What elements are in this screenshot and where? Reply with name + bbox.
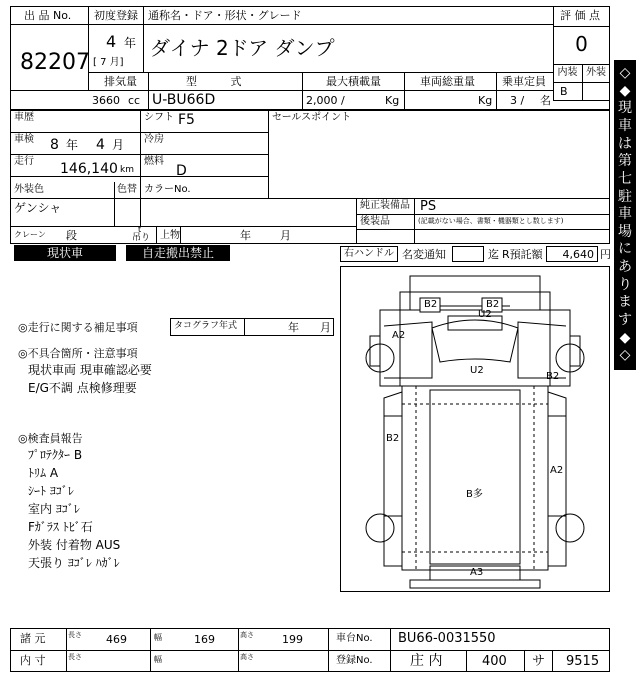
inspector-line: Fｶﾞﾗｽ ﾄﾋﾞ石 [28, 520, 93, 534]
defect-line: 現状車両 現車確認必要 [28, 363, 152, 377]
recycle-label: R預託額 [502, 248, 543, 261]
capacity-label: 乗車定員 [502, 75, 546, 88]
inspection-year: 8 [50, 137, 59, 153]
side-banner-char: あ [618, 259, 632, 276]
capacity-value: 3 / [510, 94, 525, 107]
chassis-value: BU66-0031550 [398, 631, 496, 646]
retrofit-note: (記載がない場合、書類・機器類とし数します) [418, 217, 564, 225]
equipment-value: PS [420, 199, 437, 214]
inspection-year-unit: 年 [66, 138, 79, 152]
maxload-value: 2,000 / [306, 94, 345, 107]
dims-label: 諸 元 [20, 632, 46, 645]
side-banner-char: 第 [618, 153, 632, 170]
shift-label: シフト [144, 112, 174, 123]
recycle-unit: 円 [600, 248, 611, 261]
crane-stage: 段 [66, 229, 77, 242]
current-car-badge: 現状車 [14, 245, 116, 261]
height-value: 199 [282, 633, 303, 646]
inspection-month-unit: 月 [112, 138, 125, 152]
defect-header: ◎不具合箇所・注意事項 [18, 347, 138, 360]
mileage-unit: km [120, 165, 134, 175]
color-value: ゲンシャ [14, 201, 62, 215]
retrofit-label: 後装品 [360, 216, 390, 227]
inspector-line: 室内 ﾖｺﾞﾚ [28, 502, 80, 516]
shift-value: F5 [178, 112, 195, 128]
maxload-label: 最大積載量 [326, 75, 381, 88]
damage-mark: U2 [478, 309, 492, 320]
history-label: 車歴 [14, 112, 34, 123]
side-banner-char: 現 [618, 100, 632, 117]
mileage-value: 146,140 [60, 161, 118, 177]
inspector-header: ◎検査員報告 [18, 432, 83, 445]
tacho-year: 年 [288, 321, 299, 334]
side-banner-char: ◆ [619, 329, 631, 346]
damage-mark: B2 [486, 299, 500, 310]
side-banner [614, 60, 636, 370]
expiry-label: 迄 [488, 248, 499, 261]
crane-lift-bottom: 吊り [132, 233, 151, 243]
equipment-label: 純正装備品 [360, 200, 410, 211]
first-reg-label: 初度登録 [94, 9, 138, 22]
inspector-line: ﾌﾟﾛﾃｸﾀｰ B [28, 448, 83, 462]
width-value: 169 [194, 633, 215, 646]
side-banner-char: に [618, 241, 632, 258]
reg-kana: サ [532, 654, 546, 669]
name-label: 通称名・ドア・形状・グレード [148, 9, 302, 22]
lot-label: 出 品 No. [24, 9, 72, 22]
side-banner-char: 場 [618, 223, 632, 240]
side-banner-char: ◇ [619, 347, 631, 364]
color-code-label: カラーNo. [144, 184, 191, 195]
side-banner-char: 車 [618, 117, 632, 134]
supplement-header: ◎走行に関する補足事項 [18, 321, 138, 334]
damage-mark: A2 [392, 330, 406, 341]
rating-value: 0 [575, 32, 588, 56]
side-banner-char: は [618, 135, 632, 152]
reg-class: 400 [482, 654, 507, 669]
steering-value: 右ハンドル [344, 248, 394, 259]
color-change-label: 色替 [117, 184, 137, 195]
tacho-month: 月 [320, 321, 331, 334]
side-banner-char: ◇ [619, 65, 631, 81]
name-change-box [452, 246, 484, 262]
interior-grade: B [560, 85, 568, 98]
inspector-line: ﾄﾘﾑ A [28, 466, 59, 480]
damage-mark: A3 [470, 567, 484, 578]
defect-line: E/G不調 点検修理要 [28, 381, 137, 395]
side-banner-char: 七 [618, 170, 632, 187]
capacity-unit: 名 [540, 94, 551, 107]
lot-number: 82207 [20, 50, 90, 75]
reg-place: 庄 内 [410, 653, 443, 669]
side-banner-char: り [618, 276, 632, 293]
gross-label: 車両総重量 [420, 75, 475, 88]
rating-label: 評 価 点 [560, 9, 600, 22]
color-label: 外装色 [14, 184, 44, 195]
reg-label: 登録No. [336, 655, 373, 666]
length-value: 469 [106, 633, 127, 646]
ac-label: 冷房 [144, 134, 164, 145]
damage-mark: B2 [546, 371, 560, 382]
first-reg-year-unit: 年 [124, 36, 137, 50]
damage-mark: B2 [386, 433, 400, 444]
displacement-unit: cc [128, 94, 141, 107]
inner-length-label: 長さ [68, 653, 82, 661]
damage-mark: B多 [466, 489, 483, 500]
name-change-label: 名変通知 [402, 248, 446, 261]
inspector-line: ｼｰﾄ ﾖｺﾞﾚ [28, 484, 74, 498]
self-drive-prohibited-badge: 自走搬出禁止 [126, 245, 230, 261]
side-banner-char: ◆ [619, 82, 631, 99]
length-label: 長さ [68, 631, 82, 639]
side-banner-char: 駐 [618, 188, 632, 205]
displacement-label: 排気量 [104, 75, 137, 88]
first-reg-month: [ 7 月] [93, 57, 124, 68]
fuel-label: 燃料 [144, 156, 164, 167]
upper-year: 年 [240, 229, 251, 242]
inner-height-label: 高さ [240, 653, 254, 661]
damage-mark: A2 [550, 465, 564, 476]
crane-lift-top: t [138, 225, 142, 234]
upper-label: 上物 [160, 230, 180, 241]
mileage-label: 走行 [14, 156, 34, 167]
inspection-month: 4 [96, 137, 105, 153]
tacho-label: タコグラフ年式 [174, 321, 238, 331]
inspection-label: 車検 [14, 134, 34, 145]
inspector-line: 外装 付着物 AUS [28, 538, 121, 552]
gross-unit: Kg [478, 94, 493, 107]
maxload-unit: Kg [385, 94, 400, 107]
car-name: ダイナ 2ドア ダンプ [150, 36, 335, 60]
side-banner-char: 車 [618, 206, 632, 223]
chassis-label: 車台No. [336, 633, 373, 644]
inner-dims-label: 内 寸 [20, 654, 46, 667]
model-label: 型 式 [186, 75, 242, 88]
truck-diagram [340, 266, 610, 592]
exterior-grade-label: 外装 [586, 67, 606, 78]
crane-label: クレーン [14, 230, 46, 239]
reg-number: 9515 [566, 654, 600, 669]
upper-month: 月 [280, 229, 291, 242]
recycle-value: 4,640 [562, 248, 594, 261]
inner-width-label: 幅 [154, 655, 162, 664]
fuel-value: D [176, 163, 187, 179]
displacement-value: 3660 [92, 94, 120, 107]
first-reg-year: 4 [106, 32, 117, 51]
width-label: 幅 [154, 633, 162, 642]
sales-point-label: セールスポイント [272, 112, 352, 123]
inspector-line: 天張り ﾖｺﾞﾚ ﾊｶﾞﾚ [28, 556, 120, 570]
side-banner-char: ま [618, 294, 632, 311]
interior-grade-label: 内装 [557, 67, 578, 78]
side-banner-char: す [618, 312, 632, 329]
damage-mark: B2 [424, 299, 438, 310]
model-value: U-BU66D [152, 92, 216, 108]
damage-mark: U2 [470, 365, 484, 376]
height-label: 高さ [240, 631, 254, 639]
